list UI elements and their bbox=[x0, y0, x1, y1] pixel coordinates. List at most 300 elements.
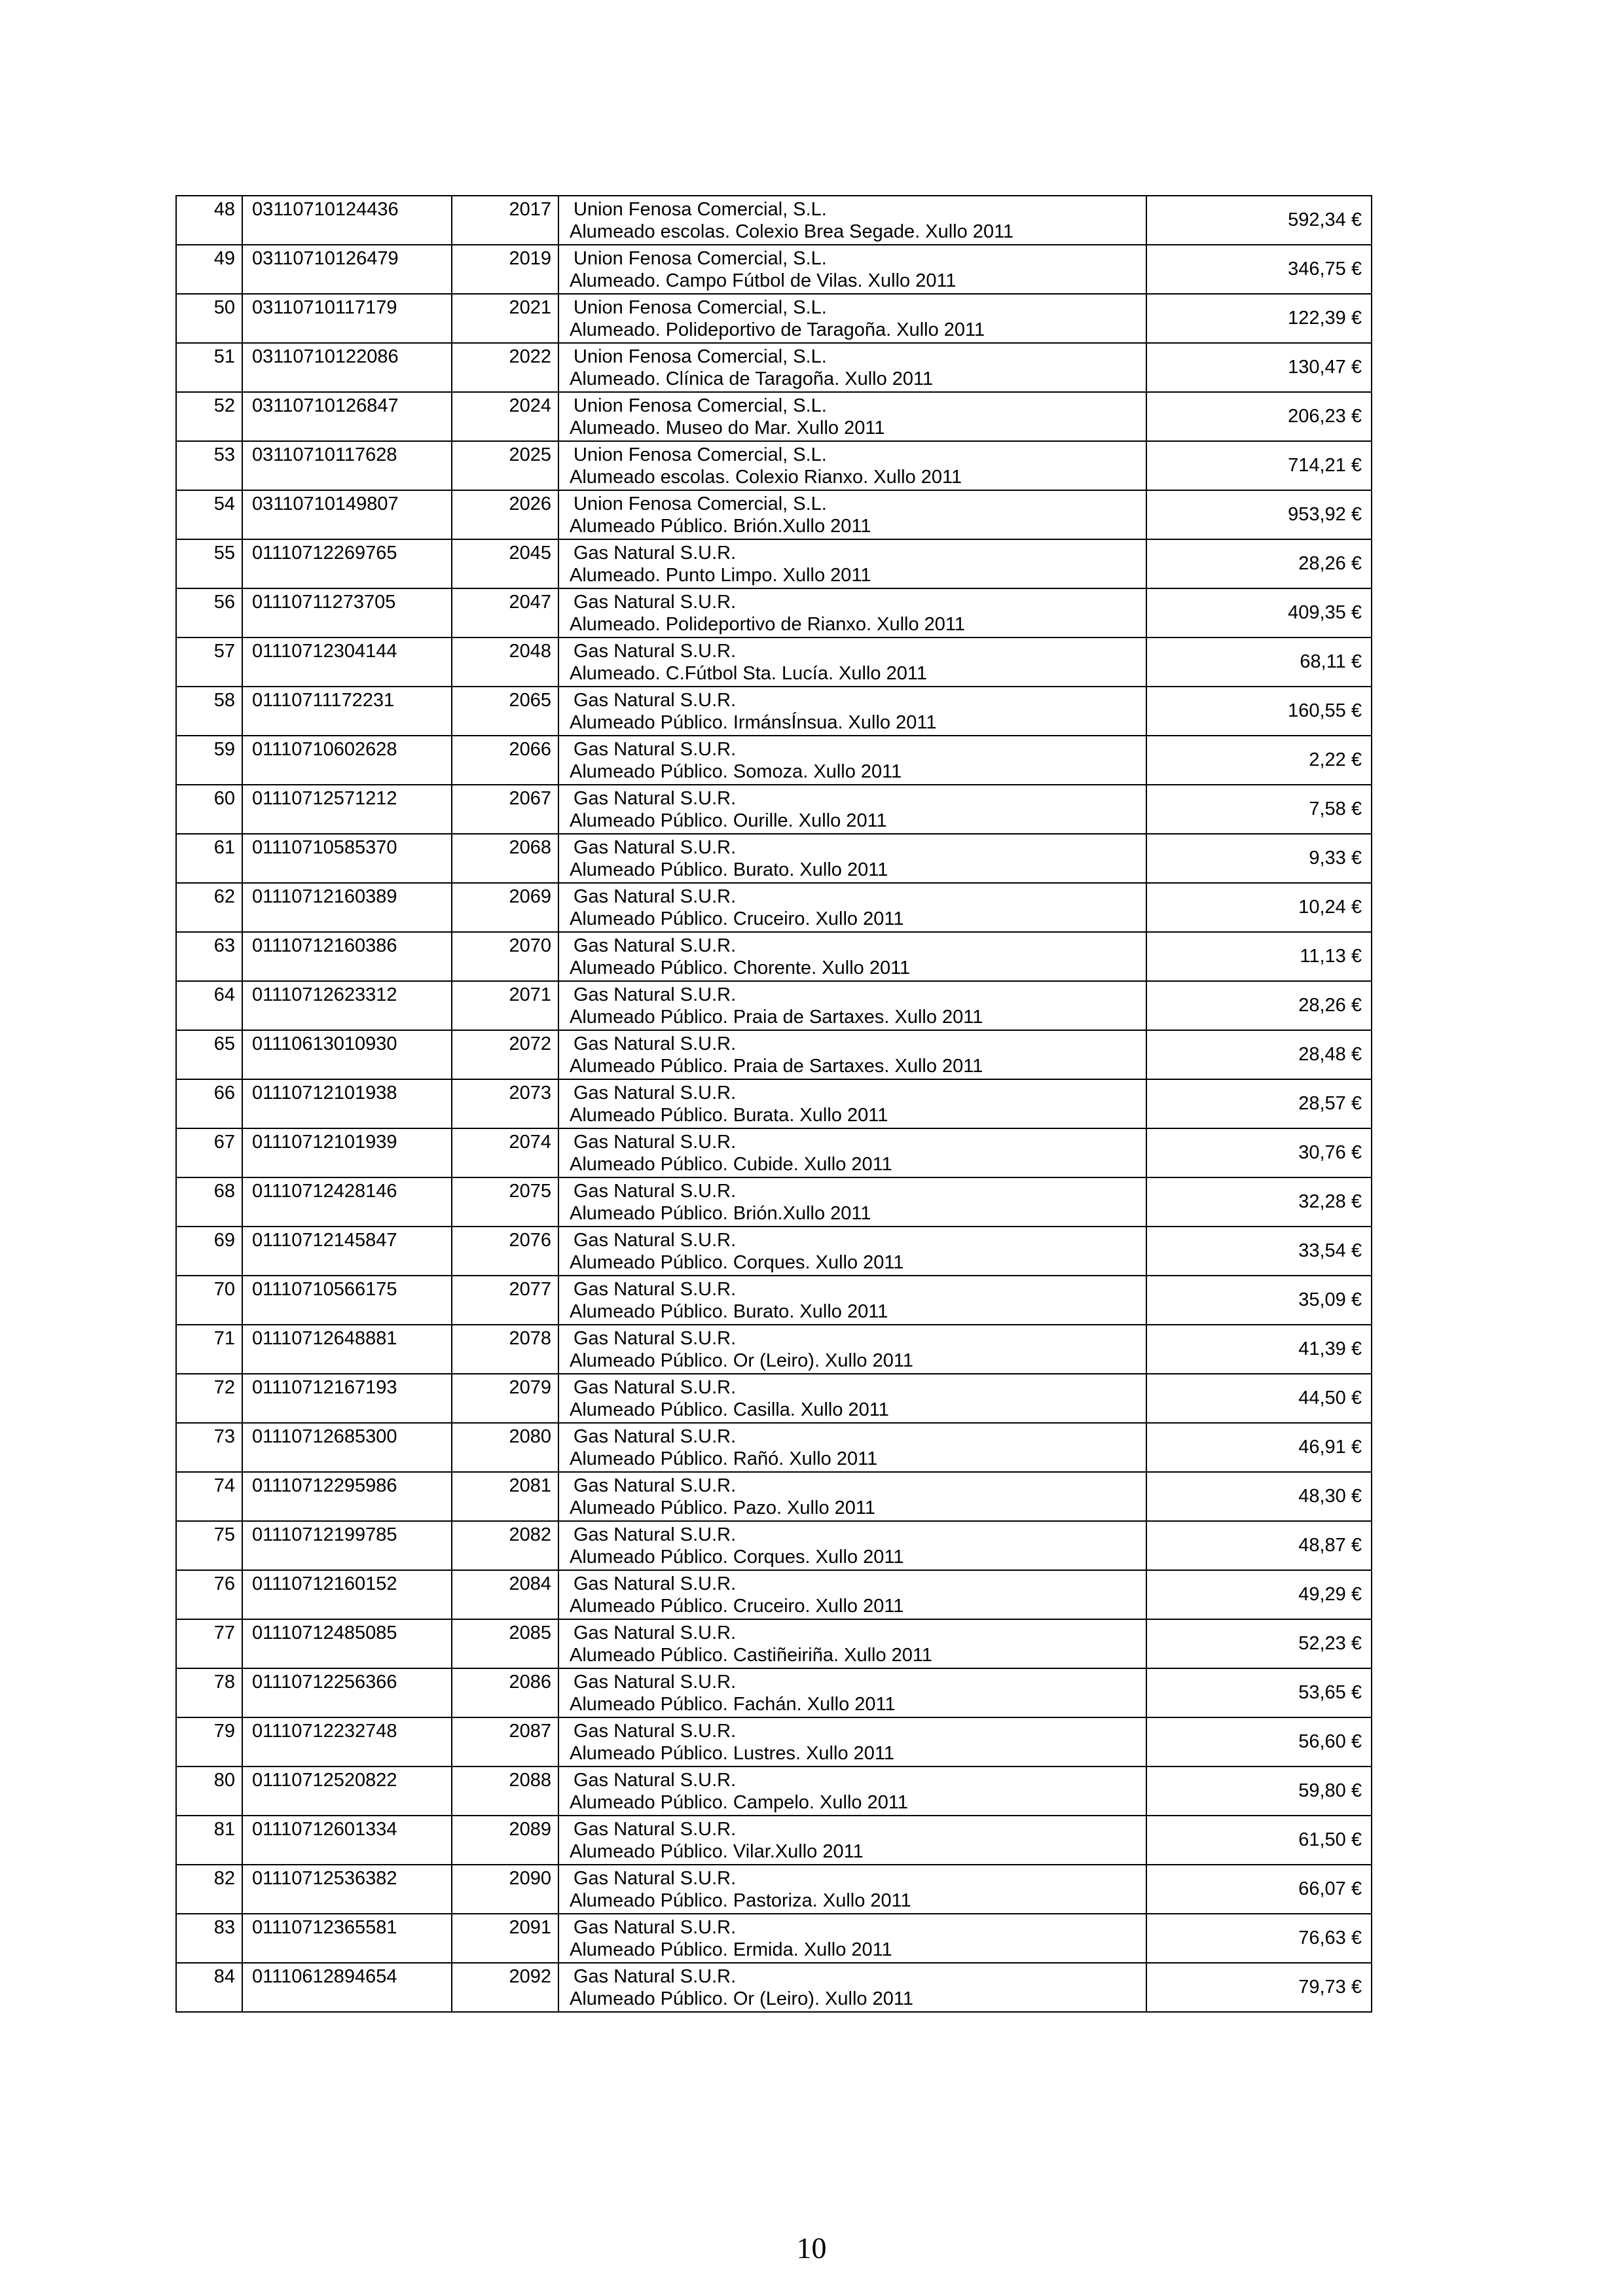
concept-text: Alumeado Público. Pazo. Xullo 2011 bbox=[570, 1498, 875, 1518]
description-cell bbox=[558, 1717, 1146, 1767]
amount-cell bbox=[1146, 1276, 1372, 1325]
contract-code: 01110712485085 bbox=[252, 1623, 397, 1643]
concept-text: Alumeado Público. Cruceiro. Xullo 2011 bbox=[570, 1596, 904, 1617]
row-number: 72 bbox=[213, 1377, 235, 1398]
amount-value: 49,29 € bbox=[1298, 1584, 1362, 1605]
reference-number: 2069 bbox=[509, 886, 551, 907]
amount-value: 28,57 € bbox=[1298, 1093, 1362, 1114]
concept-text: Alumeado Público. Corques. Xullo 2011 bbox=[570, 1547, 904, 1568]
contract-code: 01110712145847 bbox=[252, 1230, 397, 1251]
row-number-cell bbox=[176, 539, 242, 588]
supplier-name: Gas Natural S.U.R. bbox=[574, 739, 737, 760]
concept-text: Alumeado. Clínica de Taragoña. Xullo 2011 bbox=[570, 368, 934, 389]
table-row bbox=[176, 736, 1372, 785]
concept-text: Alumeado. Polideportivo de Taragoña. Xullo 2011 bbox=[570, 319, 985, 340]
contract-code-cell bbox=[242, 1914, 452, 1963]
contract-code: 03110710117628 bbox=[252, 444, 397, 465]
contract-code-cell bbox=[242, 294, 452, 343]
reference-cell bbox=[452, 736, 558, 785]
supplier-name: Gas Natural S.U.R. bbox=[574, 1966, 737, 1987]
concept-text: Alumeado. Museo do Mar. Xullo 2011 bbox=[570, 418, 885, 439]
amount-value: 28,26 € bbox=[1298, 553, 1362, 574]
row-number-cell bbox=[176, 687, 242, 736]
contract-code: 01110711172231 bbox=[252, 690, 395, 711]
table-row bbox=[176, 1570, 1372, 1619]
row-number-cell bbox=[176, 1816, 242, 1865]
reference-number: 2073 bbox=[509, 1083, 551, 1103]
row-number-cell bbox=[176, 1374, 242, 1423]
description-cell bbox=[558, 1570, 1146, 1619]
reference-cell bbox=[452, 785, 558, 834]
amount-cell bbox=[1146, 687, 1372, 736]
reference-number: 2087 bbox=[509, 1721, 551, 1742]
contract-code: 01110712160152 bbox=[252, 1573, 397, 1594]
contract-code: 01110712101939 bbox=[252, 1132, 397, 1153]
amount-value: 76,63 € bbox=[1298, 1928, 1362, 1948]
invoice-table-body bbox=[176, 196, 1372, 2012]
row-number-cell bbox=[176, 1619, 242, 1668]
table-row bbox=[176, 1816, 1372, 1865]
amount-cell bbox=[1146, 1128, 1372, 1177]
supplier-name: Gas Natural S.U.R. bbox=[574, 837, 737, 858]
row-number: 62 bbox=[213, 886, 235, 907]
contract-code-cell bbox=[242, 1374, 452, 1423]
row-number-cell bbox=[176, 343, 242, 392]
concept-text: Alumeado Público. Campelo. Xullo 2011 bbox=[570, 1792, 908, 1813]
supplier-name: Gas Natural S.U.R. bbox=[574, 1917, 737, 1938]
amount-value: 122,39 € bbox=[1288, 308, 1362, 329]
row-number: 83 bbox=[213, 1917, 235, 1938]
supplier-name: Union Fenosa Comercial, S.L. bbox=[574, 199, 827, 220]
reference-cell bbox=[452, 1177, 558, 1227]
reference-cell bbox=[452, 1816, 558, 1865]
contract-code-cell bbox=[242, 1963, 452, 2012]
reference-number: 2091 bbox=[509, 1917, 551, 1938]
table-row bbox=[176, 1227, 1372, 1276]
row-number: 49 bbox=[213, 248, 235, 269]
description-cell bbox=[558, 637, 1146, 687]
concept-text: Alumeado Público. Burato. Xullo 2011 bbox=[570, 859, 888, 880]
concept-text: Alumeado Público. Ourille. Xullo 2011 bbox=[570, 810, 887, 831]
description-cell bbox=[558, 294, 1146, 343]
description-cell bbox=[558, 1177, 1146, 1227]
supplier-name: Union Fenosa Comercial, S.L. bbox=[574, 444, 827, 465]
contract-code-cell bbox=[242, 1030, 452, 1079]
reference-cell bbox=[452, 1079, 558, 1128]
reference-number: 2022 bbox=[509, 346, 551, 367]
concept-text: Alumeado Público. Chorente. Xullo 2011 bbox=[570, 958, 911, 978]
table-row bbox=[176, 441, 1372, 490]
reference-number: 2076 bbox=[509, 1230, 551, 1251]
supplier-name: Gas Natural S.U.R. bbox=[574, 1770, 737, 1791]
concept-text: Alumeado escolas. Colexio Brea Segade. Xullo 2011 bbox=[570, 221, 1014, 242]
reference-cell bbox=[452, 932, 558, 981]
description-cell bbox=[558, 785, 1146, 834]
contract-code: 01110712623312 bbox=[252, 984, 397, 1005]
page-number: 10 bbox=[796, 2231, 827, 2265]
amount-value: 592,34 € bbox=[1288, 209, 1362, 230]
contract-code-cell bbox=[242, 1423, 452, 1472]
supplier-name: Gas Natural S.U.R. bbox=[574, 1819, 737, 1840]
amount-cell bbox=[1146, 736, 1372, 785]
contract-code: 01110711273705 bbox=[252, 592, 396, 613]
supplier-name: Gas Natural S.U.R. bbox=[574, 1721, 737, 1742]
row-number: 60 bbox=[213, 788, 235, 809]
amount-value: 28,26 € bbox=[1298, 995, 1362, 1016]
table-row bbox=[176, 588, 1372, 637]
reference-number: 2066 bbox=[509, 739, 551, 760]
description-cell bbox=[558, 441, 1146, 490]
concept-text: Alumeado Público. Burata. Xullo 2011 bbox=[570, 1105, 888, 1126]
row-number-cell bbox=[176, 294, 242, 343]
contract-code-cell bbox=[242, 1570, 452, 1619]
supplier-name: Gas Natural S.U.R. bbox=[574, 1279, 737, 1300]
supplier-name: Gas Natural S.U.R. bbox=[574, 1623, 737, 1643]
concept-text: Alumeado Público. Brión.Xullo 2011 bbox=[570, 516, 871, 537]
description-cell bbox=[558, 245, 1146, 294]
reference-number: 2048 bbox=[509, 641, 551, 662]
row-number: 71 bbox=[213, 1328, 235, 1349]
row-number-cell bbox=[176, 981, 242, 1030]
row-number-cell bbox=[176, 1276, 242, 1325]
reference-number: 2088 bbox=[509, 1770, 551, 1791]
row-number: 69 bbox=[213, 1230, 235, 1251]
reference-cell bbox=[452, 490, 558, 539]
description-cell bbox=[558, 1227, 1146, 1276]
row-number: 78 bbox=[213, 1672, 235, 1693]
reference-cell bbox=[452, 687, 558, 736]
row-number-cell bbox=[176, 1128, 242, 1177]
amount-cell bbox=[1146, 245, 1372, 294]
amount-value: 48,87 € bbox=[1298, 1535, 1362, 1556]
row-number-cell bbox=[176, 1030, 242, 1079]
row-number-cell bbox=[176, 1865, 242, 1914]
description-cell bbox=[558, 1079, 1146, 1128]
contract-code-cell bbox=[242, 1865, 452, 1914]
amount-cell bbox=[1146, 1619, 1372, 1668]
table-row bbox=[176, 1374, 1372, 1423]
reference-number: 2025 bbox=[509, 444, 551, 465]
amount-cell bbox=[1146, 1521, 1372, 1570]
supplier-name: Gas Natural S.U.R. bbox=[574, 690, 737, 711]
supplier-name: Gas Natural S.U.R. bbox=[574, 1672, 737, 1693]
row-number-cell bbox=[176, 883, 242, 932]
amount-value: 2,22 € bbox=[1309, 749, 1362, 770]
row-number: 79 bbox=[213, 1721, 235, 1742]
reference-number: 2092 bbox=[509, 1966, 551, 1987]
amount-value: 44,50 € bbox=[1298, 1388, 1362, 1408]
amount-value: 56,60 € bbox=[1298, 1731, 1362, 1752]
contract-code-cell bbox=[242, 490, 452, 539]
reference-number: 2067 bbox=[509, 788, 551, 809]
description-cell bbox=[558, 1816, 1146, 1865]
supplier-name: Gas Natural S.U.R. bbox=[574, 543, 737, 564]
amount-cell bbox=[1146, 1079, 1372, 1128]
row-number: 84 bbox=[213, 1966, 235, 1987]
amount-cell bbox=[1146, 441, 1372, 490]
contract-code: 01110712269765 bbox=[252, 543, 397, 564]
contract-code: 01110712520822 bbox=[252, 1770, 397, 1791]
concept-text: Alumeado Público. Castiñeiriña. Xullo 2011 bbox=[570, 1645, 933, 1666]
contract-code: 01110712160386 bbox=[252, 935, 397, 956]
row-number-cell bbox=[176, 736, 242, 785]
reference-cell bbox=[452, 1276, 558, 1325]
contract-code: 03110710117179 bbox=[252, 297, 397, 318]
supplier-name: Union Fenosa Comercial, S.L. bbox=[574, 493, 827, 514]
contract-code: 01110712601334 bbox=[252, 1819, 397, 1840]
contract-code-cell bbox=[242, 196, 452, 245]
supplier-name: Gas Natural S.U.R. bbox=[574, 1573, 737, 1594]
row-number: 56 bbox=[213, 592, 235, 613]
row-number: 66 bbox=[213, 1083, 235, 1103]
amount-cell bbox=[1146, 1030, 1372, 1079]
table-row bbox=[176, 1521, 1372, 1570]
reference-cell bbox=[452, 1374, 558, 1423]
concept-text: Alumeado Público. Or (Leiro). Xullo 2011 bbox=[570, 1350, 913, 1371]
amount-value: 68,11 € bbox=[1300, 651, 1362, 672]
contract-code: 01110712199785 bbox=[252, 1524, 397, 1545]
amount-cell bbox=[1146, 1767, 1372, 1816]
reference-number: 2084 bbox=[509, 1573, 551, 1594]
amount-value: 48,30 € bbox=[1298, 1486, 1362, 1507]
contract-code-cell bbox=[242, 687, 452, 736]
contract-code: 01110712160389 bbox=[252, 886, 397, 907]
row-number: 51 bbox=[213, 346, 235, 367]
row-number-cell bbox=[176, 1325, 242, 1374]
amount-value: 10,24 € bbox=[1298, 897, 1362, 918]
description-cell bbox=[558, 932, 1146, 981]
contract-code: 01110712536382 bbox=[252, 1868, 397, 1889]
table-row bbox=[176, 245, 1372, 294]
amount-value: 66,07 € bbox=[1298, 1878, 1362, 1899]
reference-cell bbox=[452, 441, 558, 490]
reference-cell bbox=[452, 1030, 558, 1079]
supplier-name: Union Fenosa Comercial, S.L. bbox=[574, 395, 827, 416]
amount-cell bbox=[1146, 883, 1372, 932]
supplier-name: Gas Natural S.U.R. bbox=[574, 1426, 737, 1447]
row-number: 75 bbox=[213, 1524, 235, 1545]
contract-code-cell bbox=[242, 343, 452, 392]
supplier-name: Gas Natural S.U.R. bbox=[574, 935, 737, 956]
invoice-table bbox=[175, 195, 1372, 2013]
row-number: 53 bbox=[213, 444, 235, 465]
reference-number: 2068 bbox=[509, 837, 551, 858]
concept-text: Alumeado. C.Fútbol Sta. Lucía. Xullo 2011 bbox=[570, 663, 927, 684]
amount-value: 346,75 € bbox=[1288, 259, 1362, 279]
reference-cell bbox=[452, 981, 558, 1030]
description-cell bbox=[558, 392, 1146, 441]
row-number: 48 bbox=[213, 199, 235, 220]
contract-code: 03110710126847 bbox=[252, 395, 399, 416]
concept-text: Alumeado Público. Or (Leiro). Xullo 2011 bbox=[570, 1988, 913, 2009]
amount-cell bbox=[1146, 834, 1372, 883]
row-number: 67 bbox=[213, 1132, 235, 1153]
reference-cell bbox=[452, 1472, 558, 1521]
row-number: 55 bbox=[213, 543, 235, 564]
row-number: 52 bbox=[213, 395, 235, 416]
reference-cell bbox=[452, 1521, 558, 1570]
row-number: 74 bbox=[213, 1475, 235, 1496]
table-row bbox=[176, 1767, 1372, 1816]
reference-number: 2071 bbox=[509, 984, 551, 1005]
supplier-name: Gas Natural S.U.R. bbox=[574, 1132, 737, 1153]
contract-code-cell bbox=[242, 736, 452, 785]
description-cell bbox=[558, 1668, 1146, 1717]
contract-code: 01110712256366 bbox=[252, 1672, 397, 1693]
reference-cell bbox=[452, 1619, 558, 1668]
reference-number: 2017 bbox=[509, 199, 551, 220]
description-cell bbox=[558, 1374, 1146, 1423]
contract-code: 01110710566175 bbox=[252, 1279, 397, 1300]
row-number: 81 bbox=[213, 1819, 235, 1840]
table-row bbox=[176, 1963, 1372, 2012]
table-row bbox=[176, 1717, 1372, 1767]
contract-code: 03110710126479 bbox=[252, 248, 399, 269]
reference-number: 2086 bbox=[509, 1672, 551, 1693]
supplier-name: Union Fenosa Comercial, S.L. bbox=[574, 346, 827, 367]
amount-value: 30,76 € bbox=[1298, 1142, 1362, 1163]
supplier-name: Gas Natural S.U.R. bbox=[574, 1181, 737, 1202]
row-number-cell bbox=[176, 1767, 242, 1816]
reference-cell bbox=[452, 1227, 558, 1276]
row-number: 68 bbox=[213, 1181, 235, 1202]
amount-cell bbox=[1146, 1963, 1372, 2012]
amount-cell bbox=[1146, 981, 1372, 1030]
description-cell bbox=[558, 1325, 1146, 1374]
reference-cell bbox=[452, 539, 558, 588]
reference-cell bbox=[452, 196, 558, 245]
contract-code-cell bbox=[242, 637, 452, 687]
reference-number: 2085 bbox=[509, 1623, 551, 1643]
reference-number: 2070 bbox=[509, 935, 551, 956]
concept-text: Alumeado Público. Corques. Xullo 2011 bbox=[570, 1252, 904, 1273]
amount-value: 33,54 € bbox=[1298, 1240, 1362, 1261]
table-row bbox=[176, 1865, 1372, 1914]
concept-text: Alumeado. Punto Limpo. Xullo 2011 bbox=[570, 565, 871, 586]
amount-cell bbox=[1146, 1325, 1372, 1374]
concept-text: Alumeado Público. Praia de Sartaxes. Xullo 2011 bbox=[570, 1056, 983, 1077]
supplier-name: Gas Natural S.U.R. bbox=[574, 886, 737, 907]
reference-cell bbox=[452, 1325, 558, 1374]
reference-cell bbox=[452, 1128, 558, 1177]
contract-code-cell bbox=[242, 392, 452, 441]
row-number-cell bbox=[176, 196, 242, 245]
concept-text: Alumeado Público. Somoza. Xullo 2011 bbox=[570, 761, 902, 782]
amount-cell bbox=[1146, 392, 1372, 441]
amount-cell bbox=[1146, 932, 1372, 981]
amount-cell bbox=[1146, 539, 1372, 588]
row-number-cell bbox=[176, 392, 242, 441]
concept-text: Alumeado Público. Lustres. Xullo 2011 bbox=[570, 1743, 894, 1764]
supplier-name: Gas Natural S.U.R. bbox=[574, 1230, 737, 1251]
reference-number: 2047 bbox=[509, 592, 551, 613]
row-number: 70 bbox=[213, 1279, 235, 1300]
reference-cell bbox=[452, 1914, 558, 1963]
concept-text: Alumeado Público. Praia de Sartaxes. Xullo 2011 bbox=[570, 1007, 983, 1028]
row-number-cell bbox=[176, 1177, 242, 1227]
amount-value: 59,80 € bbox=[1298, 1780, 1362, 1801]
table-row bbox=[176, 1472, 1372, 1521]
contract-code-cell bbox=[242, 1816, 452, 1865]
contract-code: 01110710585370 bbox=[252, 837, 397, 858]
reference-number: 2024 bbox=[509, 395, 551, 416]
row-number: 77 bbox=[213, 1623, 235, 1643]
reference-number: 2078 bbox=[509, 1328, 551, 1349]
supplier-name: Union Fenosa Comercial, S.L. bbox=[574, 297, 827, 318]
table-row bbox=[176, 981, 1372, 1030]
row-number-cell bbox=[176, 785, 242, 834]
row-number: 50 bbox=[213, 297, 235, 318]
description-cell bbox=[558, 1767, 1146, 1816]
row-number-cell bbox=[176, 1227, 242, 1276]
row-number-cell bbox=[176, 1570, 242, 1619]
reference-number: 2090 bbox=[509, 1868, 551, 1889]
amount-value: 7,58 € bbox=[1309, 798, 1362, 819]
reference-number: 2074 bbox=[509, 1132, 551, 1153]
contract-code: 01110712571212 bbox=[252, 788, 397, 809]
amount-value: 41,39 € bbox=[1298, 1338, 1362, 1359]
contract-code-cell bbox=[242, 1521, 452, 1570]
amount-cell bbox=[1146, 1717, 1372, 1767]
supplier-name: Union Fenosa Comercial, S.L. bbox=[574, 248, 827, 269]
contract-code-cell bbox=[242, 932, 452, 981]
reference-number: 2026 bbox=[509, 493, 551, 514]
table-row bbox=[176, 1030, 1372, 1079]
contract-code: 01110712295986 bbox=[252, 1475, 397, 1496]
amount-value: 53,65 € bbox=[1298, 1682, 1362, 1703]
row-number: 82 bbox=[213, 1868, 235, 1889]
table-row bbox=[176, 1325, 1372, 1374]
row-number-cell bbox=[176, 588, 242, 637]
description-cell bbox=[558, 834, 1146, 883]
contract-code: 01110712167193 bbox=[252, 1377, 397, 1398]
table-row bbox=[176, 1079, 1372, 1128]
contract-code: 01110612894654 bbox=[252, 1966, 397, 1987]
table-row bbox=[176, 1276, 1372, 1325]
description-cell bbox=[558, 736, 1146, 785]
row-number-cell bbox=[176, 932, 242, 981]
reference-cell bbox=[452, 1865, 558, 1914]
table-row bbox=[176, 1128, 1372, 1177]
concept-text: Alumeado Público. Cruceiro. Xullo 2011 bbox=[570, 908, 904, 929]
contract-code-cell bbox=[242, 1325, 452, 1374]
row-number-cell bbox=[176, 1521, 242, 1570]
table-row bbox=[176, 932, 1372, 981]
table-row bbox=[176, 490, 1372, 539]
row-number: 63 bbox=[213, 935, 235, 956]
reference-cell bbox=[452, 883, 558, 932]
description-cell bbox=[558, 883, 1146, 932]
contract-code-cell bbox=[242, 441, 452, 490]
table-row bbox=[176, 539, 1372, 588]
concept-text: Alumeado Público. Rañó. Xullo 2011 bbox=[570, 1448, 878, 1469]
concept-text: Alumeado Público. Brión.Xullo 2011 bbox=[570, 1203, 871, 1224]
table-row bbox=[176, 1177, 1372, 1227]
contract-code-cell bbox=[242, 1472, 452, 1521]
amount-value: 28,48 € bbox=[1298, 1044, 1362, 1065]
supplier-name: Gas Natural S.U.R. bbox=[574, 1033, 737, 1054]
table-row bbox=[176, 1423, 1372, 1472]
reference-number: 2021 bbox=[509, 297, 551, 318]
amount-cell bbox=[1146, 1177, 1372, 1227]
contract-code-cell bbox=[242, 1276, 452, 1325]
row-number: 57 bbox=[213, 641, 235, 662]
table-row bbox=[176, 294, 1372, 343]
reference-number: 2075 bbox=[509, 1181, 551, 1202]
supplier-name: Gas Natural S.U.R. bbox=[574, 1377, 737, 1398]
reference-cell bbox=[452, 343, 558, 392]
amount-cell bbox=[1146, 1865, 1372, 1914]
